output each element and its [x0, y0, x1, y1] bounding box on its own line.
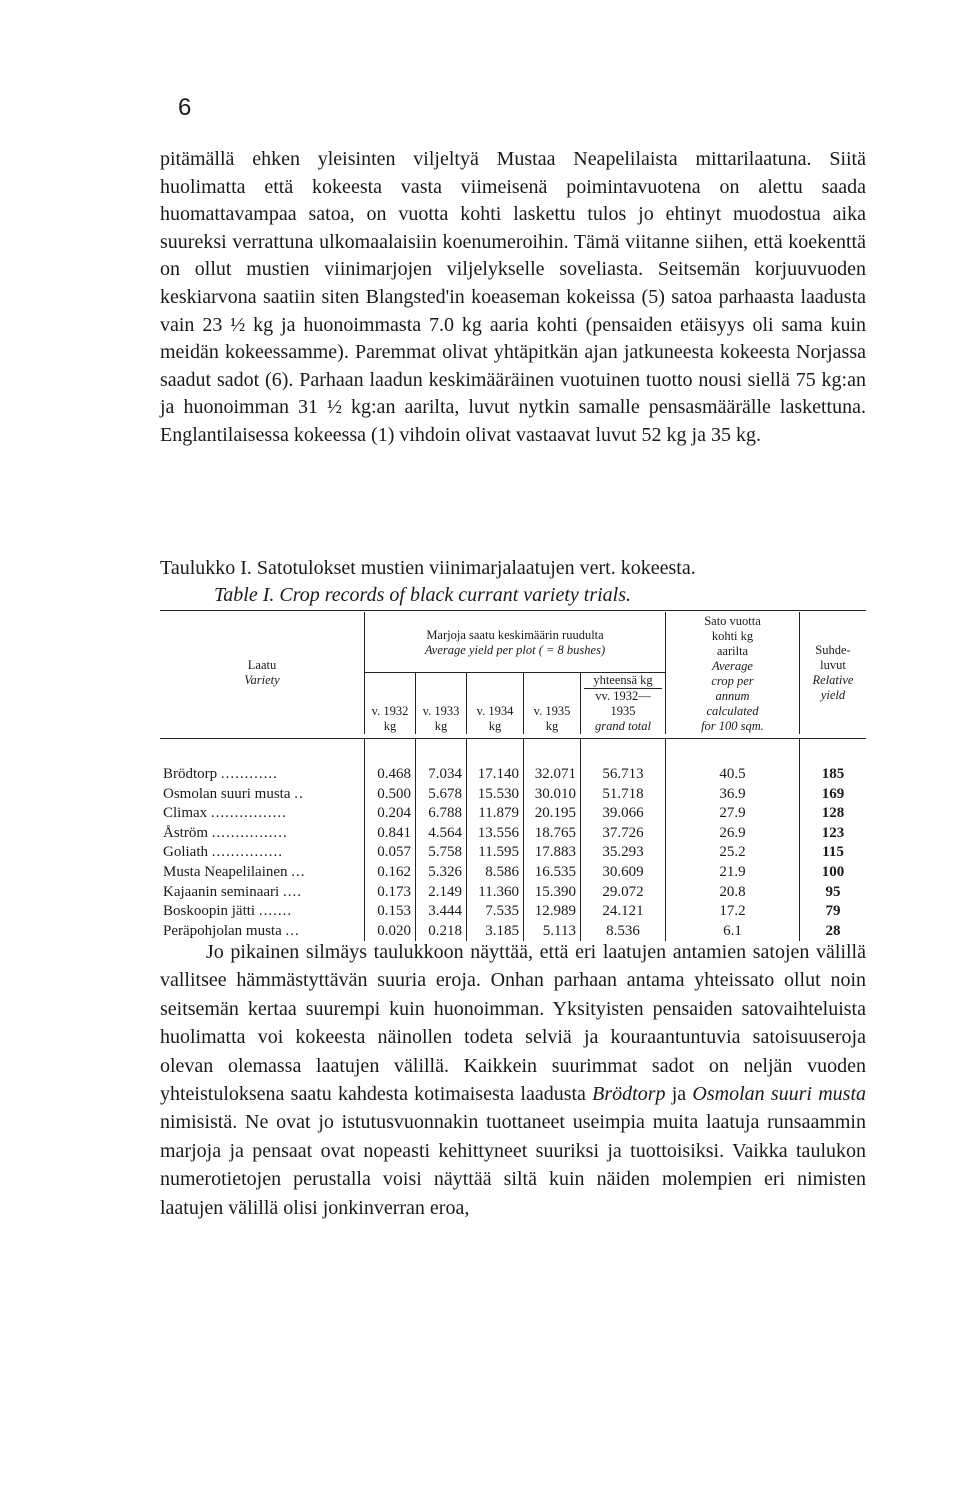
- v1934-cell: 11.360: [467, 883, 524, 903]
- relative-cell: 128: [821, 805, 845, 822]
- annual-en-5: for 100 sqm.: [701, 719, 764, 733]
- v1932-cell: 0.500: [365, 785, 416, 805]
- annual-cell: 27.9: [666, 804, 800, 824]
- leader-dots: ....: [282, 883, 302, 900]
- variety-name: Boskoopin jätti: [163, 903, 256, 920]
- yield-group-english: Average yield per plot ( = 8 bushes): [424, 643, 606, 657]
- unit-label-1933: kg: [434, 719, 448, 733]
- rel-fi-1: Suhde-: [815, 643, 851, 657]
- annual-cell: 6.1: [666, 922, 800, 942]
- total-years-label: vv. 1932—: [595, 689, 651, 703]
- spacer-cell: [800, 739, 867, 766]
- v1933-cell: 4.564: [416, 824, 467, 844]
- table-row: [160, 765, 866, 785]
- v1934-cell: 7.535: [467, 902, 524, 922]
- rel-fi-2: luvut: [820, 658, 846, 672]
- annual-en-4: calculated: [706, 704, 759, 718]
- total-cell: 30.609: [581, 863, 666, 883]
- laatu-label: Laatu: [247, 658, 277, 672]
- annual-cell: 36.9: [666, 785, 800, 805]
- v1933-cell: 5.678: [416, 785, 467, 805]
- crop-records-table: [160, 612, 866, 941]
- discussion-text-2: ja: [665, 1083, 693, 1106]
- total-cell: 8.536: [581, 922, 666, 942]
- v1932-cell: 0.173: [365, 883, 416, 903]
- table-row: [160, 824, 866, 844]
- table-row: [160, 843, 866, 863]
- total-cell: 35.293: [581, 843, 666, 863]
- annual-en-1: Average: [712, 659, 753, 673]
- variety-name: Climax: [163, 805, 208, 822]
- total-fi-label: yhteensä kg: [584, 673, 662, 689]
- v1932-cell: 0.841: [365, 824, 416, 844]
- variety-name-brodtorp: Brödtorp: [592, 1083, 666, 1106]
- leader-dots: ................: [211, 824, 288, 841]
- unit-label-1935: kg: [545, 719, 559, 733]
- table-row: [160, 902, 866, 922]
- total-cell: 29.072: [581, 883, 666, 903]
- annual-cell: 40.5: [666, 765, 800, 785]
- relative-cell: 123: [821, 824, 845, 841]
- variety-name-osmolan: Osmolan suuri musta: [692, 1083, 867, 1106]
- annual-cell: 26.9: [666, 824, 800, 844]
- table-caption-finnish: Taulukko I. Satotulokset mustien viinimarjalaatujen vert. kokeesta.: [160, 557, 696, 579]
- leader-dots: ................: [210, 805, 287, 822]
- total-cell: 56.713: [581, 765, 666, 785]
- total-cell: 24.121: [581, 902, 666, 922]
- relative-cell: 28: [825, 922, 841, 939]
- v1933-cell: 2.149: [416, 883, 467, 903]
- v1933-cell: 6.788: [416, 804, 467, 824]
- relative-yield-header: [800, 612, 867, 734]
- spacer-cell: [581, 739, 666, 766]
- yield-group-header: [365, 612, 666, 673]
- annual-fi-3: aarilta: [716, 644, 749, 658]
- year-1935-label: v. 1935: [533, 704, 571, 718]
- variety-name: Åström: [163, 824, 208, 841]
- relative-cell: 95: [825, 883, 841, 900]
- spacer-cell: [416, 739, 467, 766]
- v1933-cell: 0.218: [416, 922, 467, 942]
- variety-name-cell: [160, 843, 365, 863]
- variety-name: Osmolan suuri musta: [163, 785, 291, 802]
- variety-name-cell: [160, 765, 365, 785]
- table-row: [160, 785, 866, 805]
- spacer-cell: [524, 739, 581, 766]
- annual-fi-2: kohti kg: [711, 629, 754, 643]
- variety-name-cell: [160, 902, 365, 922]
- annual-cell: 21.9: [666, 863, 800, 883]
- v1935-cell: 17.883: [524, 843, 581, 863]
- v1934-cell: 11.595: [467, 843, 524, 863]
- rel-en-2: yield: [820, 688, 846, 702]
- table-header-row: [160, 612, 866, 673]
- unit-label-1932: kg: [383, 719, 397, 733]
- grand-total-header: [581, 673, 666, 735]
- yield-group-finnish: Marjoja saatu keskimäärin ruudulta: [426, 628, 604, 642]
- v1934-cell: 15.530: [467, 785, 524, 805]
- v1934-cell: 3.185: [467, 922, 524, 942]
- v1932-cell: 0.162: [365, 863, 416, 883]
- v1932-cell: 0.468: [365, 765, 416, 785]
- spacer-cell: [365, 739, 416, 766]
- relative-cell: 79: [825, 903, 841, 920]
- variety-name: Peräpohjolan musta: [163, 922, 282, 939]
- relative-cell: 185: [821, 766, 845, 782]
- v1934-cell: 11.879: [467, 804, 524, 824]
- v1933-cell: 3.444: [416, 902, 467, 922]
- leader-dots: ...: [291, 863, 306, 880]
- v1935-cell: 15.390: [524, 883, 581, 903]
- variety-name-cell: [160, 824, 365, 844]
- annual-cell: 17.2: [666, 902, 800, 922]
- annual-fi-1: Sato vuotta: [704, 614, 761, 628]
- page-number: 6: [178, 94, 192, 121]
- v1935-cell: 30.010: [524, 785, 581, 805]
- annual-crop-header: [666, 612, 800, 734]
- year-1933-label: v. 1933: [422, 704, 460, 718]
- intro-paragraph: pitämällä ehken yleisinten viljeltyä Mustaa Neapelilaista mittarilaatuna. Siitä huolimatta että kokeesta vasta viimeisenä poimintavuotena on alettu saada huomattavampaa satoa, on vuotta kohti laskettu tulos jo ehtinyt muodostua aika suureksi verrattuna ulkomaalaisiin koenumeroihin. Tämä viitanne siihen, että koekenttä on ollut mustien viinimarjojen viljelykselle soveliasta. Seitsemän korjuuvuoden keskiarvona saatiin siten Blangsted'in koeaseman kokeissa (5) satoa parhaasta laadusta vain 23 ½ kg ja huonoimmasta 7.0 kg aaria kohti (pensaiden etäisyys oli sama kuin meidän kokeessamme). Paremmat olivat yhtäpitkän ajan jatkuneesta kokeesta Norjassa saadut sadot (6). Parhaan laadun keskimääräinen vuotuinen tuotto nousi siellä 75 kg:an ja huonoimman 31 ½ kg:an aarilta, luvut nytkin samalle pensasmäärälle laskettuna. Englantilaisessa kokeessa (1) vihdoin olivat vastaavat luvut 52 kg ja 35 kg.: [160, 148, 866, 446]
- v1933-cell: 7.034: [416, 765, 467, 785]
- v1932-cell: 0.020: [365, 922, 416, 942]
- discussion-paragraph: [160, 938, 866, 1222]
- variety-label: Variety: [244, 673, 280, 687]
- total-cell: 37.726: [581, 824, 666, 844]
- year-1935-header: [524, 673, 581, 735]
- table-row: [160, 804, 866, 824]
- unit-label-1934: kg: [488, 719, 502, 733]
- year-1934-header: [467, 673, 524, 735]
- spacer-cell: [160, 739, 365, 766]
- leader-dots: ...............: [211, 844, 283, 861]
- v1935-cell: 12.989: [524, 902, 581, 922]
- total-years2-label: 1935: [610, 704, 636, 718]
- total-cell: 39.066: [581, 804, 666, 824]
- v1934-cell: 13.556: [467, 824, 524, 844]
- variety-name-cell: [160, 785, 365, 805]
- table-caption-english: Table I. Crop records of black currant variety trials.: [214, 584, 632, 606]
- table-spacer-row: [160, 739, 866, 766]
- spacer-cell: [666, 739, 800, 766]
- discussion-text-1: Jo pikainen silmäys taulukkoon näyttää, että eri laatujen antamien satojen välillä vallitsee hämmästyttävän suuria eroja. Onhan parhaan antama yhteissato ollut noin seitsemän kertaa suurempi kuin huonoimman. Yksityisten pensaiden satovaihteluista huolimatta voi kokeesta näinollen todeta selviä ja kouraantuntuvia satoisuuseroja olevan olemassa laatujen välillä. Kaikkein suurimmat sadot on neljän vuoden yhteistuloksena saatu kahdesta kotimaisesta laadusta: [160, 941, 866, 1106]
- variety-name: Kajaanin seminaari: [163, 883, 280, 900]
- variety-name-cell: [160, 863, 365, 883]
- leader-dots: .......: [258, 903, 293, 920]
- annual-en-2: crop per: [711, 674, 754, 688]
- variety-name: Brödtorp: [163, 766, 218, 782]
- v1935-cell: 20.195: [524, 804, 581, 824]
- year-1933-header: [416, 673, 467, 735]
- leader-dots: ...: [285, 922, 300, 939]
- rel-en-1: Relative: [812, 673, 854, 687]
- relative-cell: 115: [822, 844, 844, 861]
- relative-cell: 169: [821, 785, 845, 802]
- v1934-cell: 17.140: [467, 765, 524, 785]
- v1932-cell: 0.153: [365, 902, 416, 922]
- v1935-cell: 5.113: [524, 922, 581, 942]
- v1932-cell: 0.057: [365, 843, 416, 863]
- annual-cell: 25.2: [666, 843, 800, 863]
- v1933-cell: 5.758: [416, 843, 467, 863]
- v1935-cell: 18.765: [524, 824, 581, 844]
- total-cell: 51.718: [581, 785, 666, 805]
- variety-name-cell: [160, 804, 365, 824]
- table-row: [160, 883, 866, 903]
- v1932-cell: 0.204: [365, 804, 416, 824]
- v1935-cell: 16.535: [524, 863, 581, 883]
- variety-name: Goliath: [163, 844, 208, 861]
- table-top-rule: [160, 610, 866, 611]
- year-1932-header: [365, 673, 416, 735]
- spacer-cell: [467, 739, 524, 766]
- annual-cell: 20.8: [666, 883, 800, 903]
- leader-dots: ............: [220, 766, 278, 782]
- v1935-cell: 32.071: [524, 765, 581, 785]
- table-body: [160, 765, 866, 941]
- leader-dots: ..: [294, 785, 304, 802]
- relative-cell: 100: [821, 863, 845, 880]
- discussion-text-3: nimisistä. Ne ovat jo istutusvuonnakin tuottaneet useimpia muita laatuja runsaammin marjoja ja pensaat ovat nopeasti kehittyneet suuriksi ja tuottoisiksi. Vaikka taulukon numerotietojen perustalla voisi näyttää siltä kuin näiden molempien eri nimisten laatujen välillä olisi jonkinverran eroa,: [160, 1111, 866, 1219]
- year-1934-label: v. 1934: [476, 704, 514, 718]
- variety-column-header: [160, 612, 365, 734]
- table-row: [160, 863, 866, 883]
- v1933-cell: 5.326: [416, 863, 467, 883]
- variety-name: Musta Neapelilainen: [163, 863, 288, 880]
- annual-en-3: annum: [715, 689, 750, 703]
- variety-name-cell: [160, 883, 365, 903]
- v1934-cell: 8.586: [467, 863, 524, 883]
- total-en-label: grand total: [595, 719, 651, 733]
- year-1932-label: v. 1932: [371, 704, 409, 718]
